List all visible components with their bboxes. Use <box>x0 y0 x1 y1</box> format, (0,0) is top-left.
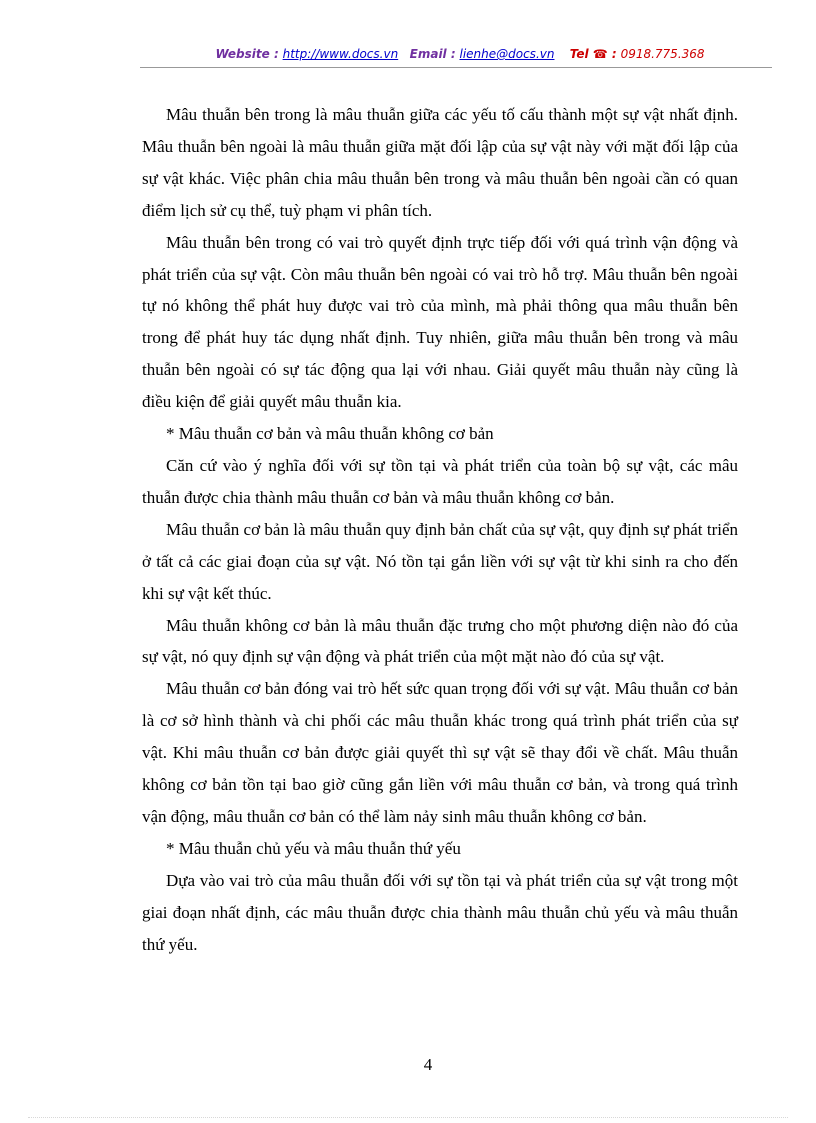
paragraph: Căn cứ vào ý nghĩa đối với sự tồn tại và phát triển của toàn bộ sự vật, các mâu thuẫn được chia thành mâu thuẫn cơ bản và mâu thuẫn không cơ bản. <box>142 455 738 507</box>
section-heading: * Mâu thuẫn chủ yếu và mâu thuẫn thứ yếu <box>166 838 461 858</box>
footer-divider <box>28 1117 788 1118</box>
website-link[interactable]: http://www.docs.vn <box>282 47 399 61</box>
page-number: 4 <box>423 1055 433 1074</box>
email-link[interactable]: lienhe@docs.vn <box>459 47 555 61</box>
paragraph: Mâu thuẫn bên trong là mâu thuẫn giữa các yếu tố cấu thành một sự vật nhất định. Mâu thuẫn bên ngoài là mâu thuẫn giữa mặt đối lập của sự vật này với mặt đối lập của sự vật khác. Việc phân chia mâu thuẫn bên trong và mâu thuẫn bên ngoài cần có quan điểm lịch sử cụ thể, tuỳ phạm vi phân tích. <box>142 105 738 220</box>
paragraph: Mâu thuẫn không cơ bản là mâu thuẫn đặc trưng cho một phương diện nào đó của sự vật, nó quy định sự vận động và phát triển của một mặt nào đó của sự vật. <box>142 615 738 667</box>
section-heading: * Mâu thuẫn cơ bản và mâu thuẫn không cơ bản <box>166 424 494 444</box>
page-header <box>150 47 770 65</box>
header-divider <box>140 67 772 68</box>
paragraph: Mâu thuẫn cơ bản là mâu thuẫn quy định bản chất của sự vật, quy định sự phát triển ở tất cả các giai đoạn của sự vật. Nó tồn tại gắn liền với sự vật từ khi sinh ra cho đến khi sự vật kết thúc. <box>142 519 738 603</box>
paragraph: Dựa vào vai trò của mâu thuẫn đối với sự tồn tại và phát triển của sự vật trong một giai đoạn nhất định, các mâu thuẫn được chia thành mâu thuẫn chủ yếu và mâu thuẫn thứ yếu. <box>142 870 738 954</box>
website-label: Website : <box>215 47 279 61</box>
email-label: Email : <box>409 47 456 61</box>
tel-label: Tel ☎ : <box>569 47 617 61</box>
paragraph: Mâu thuẫn cơ bản đóng vai trò hết sức quan trọng đối với sự vật. Mâu thuẫn cơ bản là cơ sở hình thành và chi phối các mâu thuẫn khác trong quá trình phát triển của sự vật. Khi mâu thuẫn cơ bản được giải quyết thì sự vật sẽ thay đổi về chất. Mâu thuẫn không cơ bản tồn tại bao giờ cũng gắn liền với mâu thuẫn cơ bản, và trong quá trình vận động, mâu thuẫn cơ bản có thể làm nảy sinh mâu thuẫn không cơ bản. <box>142 679 738 826</box>
paragraph: Mâu thuẫn bên trong có vai trò quyết định trực tiếp đối với quá trình vận động và phát triển của sự vật. Còn mâu thuẫn bên ngoài có vai trò hỗ trợ. Mâu thuẫn bên ngoài tự nó không thể phát huy được vai trò của mình, mà phải thông qua mâu thuẫn bên trong để phát huy tác dụng nhất định. Tuy nhiên, giữa mâu thuẫn bên trong và mâu thuẫn bên ngoài có sự tác động qua lại với nhau. Giải quyết mâu thuẫn này cũng là điều kiện để giải quyết mâu thuẫn kia. <box>142 232 738 412</box>
tel-number: 0918.775.368 <box>620 47 705 61</box>
body-text <box>142 99 738 960</box>
